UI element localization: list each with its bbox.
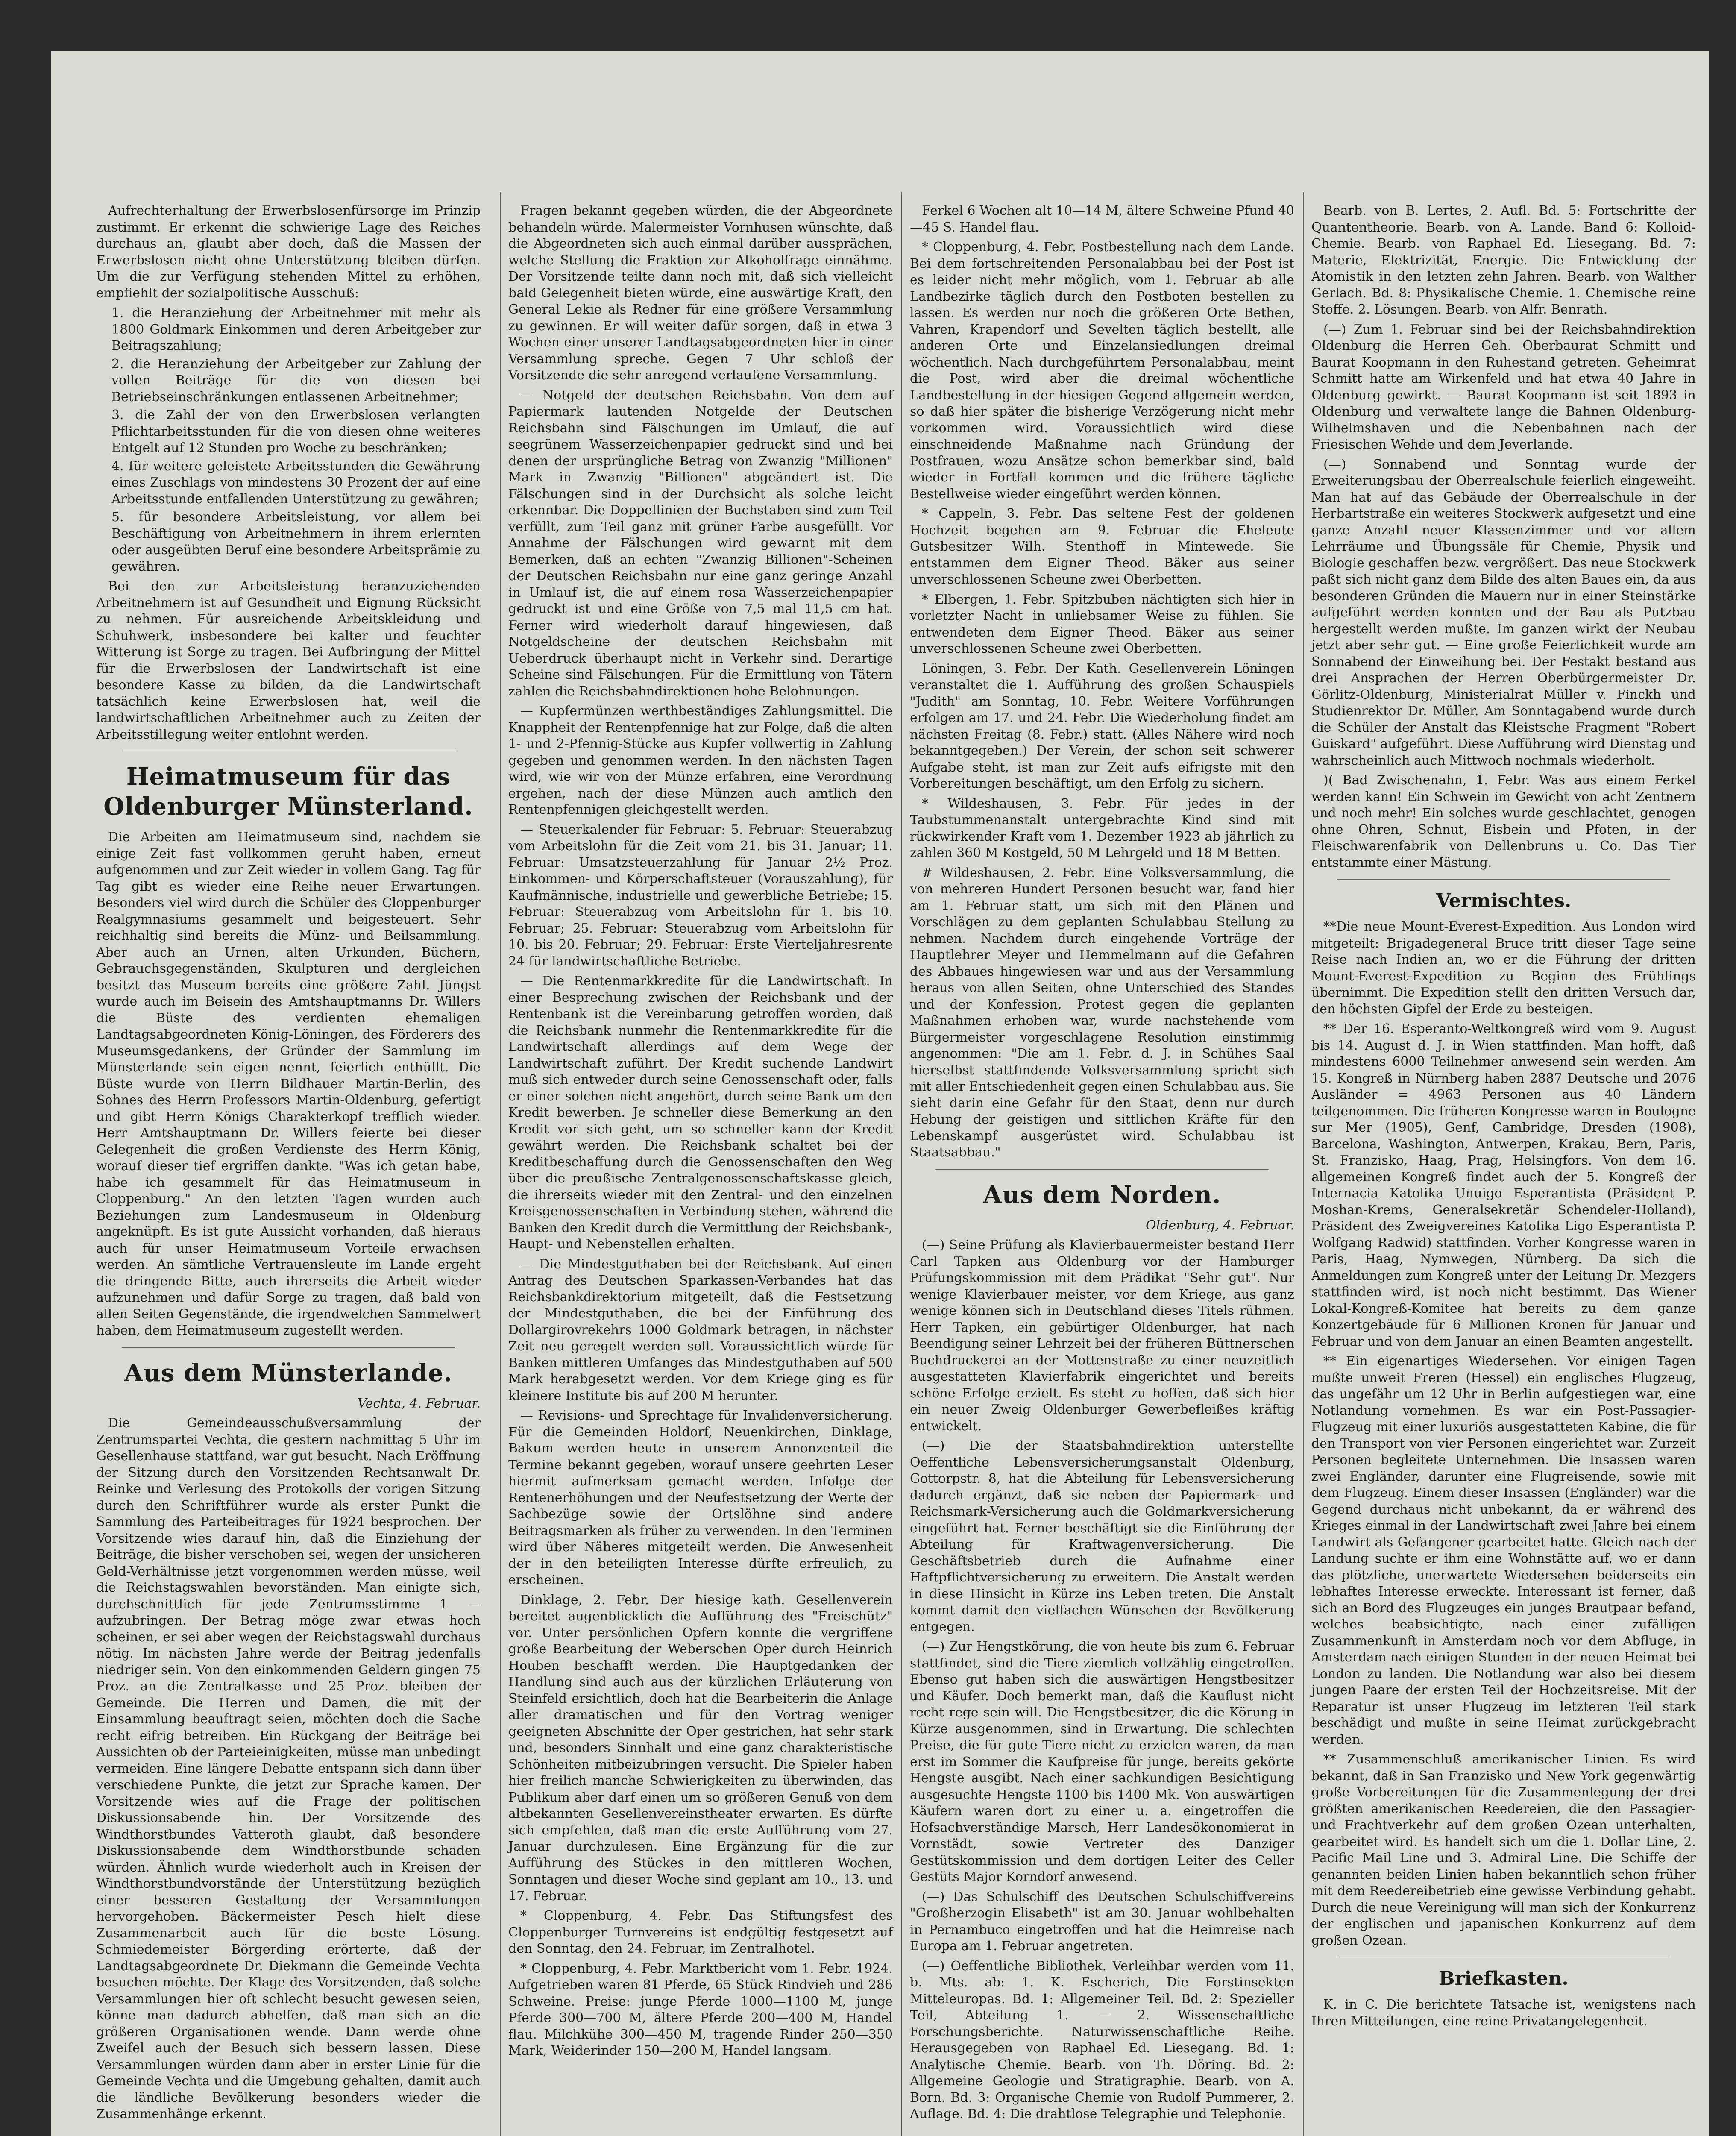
paragraph: K. in C. Die berichtete Tatsache ist, wenigstens nach Ihren Mitteilungen, eine reine Privatangelegenheit.	[1311, 1997, 1696, 2029]
paragraph: * Cloppenburg, 4. Febr. Postbestellung nach dem Lande. Bei dem fortschreitenden Personalabbau bei der Post ist es leider nicht mehr möglich, vom 1. Februar ab alle Landbezirke täglich durch den Postboten bestellen zu lassen. Es werden nur noch die größeren Orte Bethen, Vahren, Krapendorf und Sevelten täglich bestellt, alle anderen Orte und Einzelansiedlungen dreimal wöchentlich. Nach durchgeführtem Personalabbau, meint die Post, wird aber die dreimal wöchentliche Landbestellung in der hiesigen Gegend allgemein werden, so daß hier später die bisherige Verzögerung nicht mehr vorkommen wird. Voraussichtlich wird diese einschneidende Maßnahme nach Gründung der Postfrauen, wozu Ansätze schon bemerkbar sind, bald wieder in Fortfall kommen und die frühere tägliche Bestellweise wieder eingeführt werden können.	[910, 240, 1294, 502]
divider	[122, 1347, 455, 1348]
paragraph: — Steuerkalender für Februar: 5. Februar: Steuerabzug vom Arbeitslohn für die Zeit vom 21. bis 31. Januar; 11. Februar: Umsatzsteuerzahlung für Januar 2½ Proz. Einkommen- und Körperschaftsteuer (Vorauszahlung), für Kaufmännische, industrielle und gewerbliche Betriebe; 15. Februar: Steuerabzug vom Arbeitslohn für 1. bis 10. Februar; 25. Februar: Steuerabzug vom Arbeitslohn für 10. bis 20. Februar; 29. Februar: Erste Vierteljahresrente 24 für landwirtschaftliche Betriebe.	[508, 822, 893, 969]
article-heading: Heimatmuseum für das Oldenburger Münsterland.	[103, 763, 473, 821]
paragraph: **Die neue Mount-Everest-Expedition. Aus London wird mitgeteilt: Brigadegeneral Bruce tritt dieser Tage seine Reise nach Indien an, wo er die Führung der dritten Mount-Everest-Expedition zu Beginn des Frühlings übernimmt. Die Expedition stellt den dritten Versuch dar, den höchsten Gipfel der Erde zu besteigen.	[1311, 919, 1696, 1017]
section-heading: Vermischtes.	[1436, 890, 1572, 912]
section-heading: Aus dem Münsterlande.	[124, 1358, 453, 1387]
paragraph: Ferkel 6 Wochen alt 10—14 M, ältere Schweine Pfund 40—45 S. Handel flau.	[910, 203, 1294, 235]
list-item: 5. für besondere Arbeitsleistung, vor allem bei Beschäftigung von Arbeitnehmern in ihrem erlernten oder ausgeübten Beruf eine besondere Arbeitsprämie zu gewähren.	[111, 510, 481, 574]
divider	[1337, 879, 1670, 880]
paragraph: (—) Sonnabend und Sonntag wurde der Erweiterungsbau der Oberrealschule feierlich eingeweiht. Man hat auf das Gebäude der Oberrealschule in der Herbartstraße ein weiteres Stockwerk aufgesetzt und eine ganze Anzahl neuer Klassenzimmer und vor allem Lehrräume und Übungssäle für Chemie, Physik und Biologie geschaffen bezw. vergrößert. Das neue Stockwerk paßt sich nicht ganz dem Bilde des alten Baues ein, da aus besonderen Gründen die Mauern nur in einer Steinstärke aufgeführt werden konnten und der Bau als Putzbau hergestellt werden mußte. Im ganzen wirkt der Neubau jetzt aber sehr gut. — Eine große Feierlichkeit wurde am Sonnabend der Einweihung bei. Der Festakt bestand aus drei Ansprachen der Herren Oberbürgermeister Dr. Görlitz-Oldenburg, Ministerialrat Müller v. Finckh und Studienrektor Dr. Müller. Am Sonntagabend wurde durch die Schüler der Anstalt das Kleistsche Fragment "Robert Guiskard" aufgeführt. Diese Aufführung wird Dienstag und wahrscheinlich auch Mittwoch nochmals wiederholt.	[1311, 457, 1696, 768]
paragraph: Die Gemeindeausschußversammlung der Zentrumspartei Vechta, die gestern nachmittag 5 Uhr im Gesellenhause stattfand, war gut besucht. Nach Eröffnung der Sitzung durch den Vorsitzenden Rechtsanwalt Dr. Reinke und Verlesung des Protokolls der vorigen Sitzung durch den Schriftführer wurde als erster Punkt die Sammlung des Parteibeitrages für 1924 besprochen. Der Vorsitzende wies darauf hin, daß die Einziehung der Beiträge, die bisher verschoben sei, wegen der unsicheren Geld-Verhältnisse jetzt vorgenommen werden müsse, weil die Reichstagswahlen bevorständen. Man einigte sich, durchschnittlich für jede Zentrumsstimme 1 — aufzubringen. Der Betrag möge zwar etwas hoch scheinen, er sei aber wegen der Reichstagswahl durchaus nötig. Im nächsten Jahre werde der Beitrag jedenfalls niedriger sein. Von den einkommenden Geldern gingen 75 Proz. an die Zentralkasse und 25 Proz. bleiben der Gemeinde. Die Herren und Damen, die mit der Einsammlung beauftragt seien, möchten doch die Sache recht eifrig betreiben. Ein Rückgang der Beiträge bei Aussichten ob der Parteieinigkeiten, müsse man unbedingt vermeiden. Eine längere Debatte entspann sich dann über verschiedene Punkte, die jetzt zur Sprache kamen. Der Vorsitzende wies auf die Frage der politischen Diskussionsabende hin. Der Vorsitzende des Windthorstbundes Vatteroth glaubt, daß besondere Diskussionsabende dem Windthorstbunde schaden würden. Ähnlich wurde wiederholt auch in Kreisen der Windthorstbundvorstände der Unterstützung bezüglich einer besseren Gestaltung der Versammlungen hervorgehoben. Bäckermeister Pesch hielt diese Zusammenarbeit auch für die beste Lösung. Schmiedemeister Börgerding erörterte, daß der Landtagsabgeordnete Dr. Diekmann die Gemeinde Vechta besuchen möchte. Der Klage des Vorsitzenden, daß solche Versammlungen hier oft schlecht besucht gewesen seien, könne man dadurch abhelfen, daß man sich an die größeren Organisationen wende. Dann werde ohne Zweifel auch der Besuch sich bessern lassen. Diese Versammlungen würden dann aber in erster Linie für die Gemeinde Vechta und die Umgebung gehalten, damit auch die ländliche Bevölkerung besonders wieder die Zusammenhänge erkennt.	[96, 1416, 481, 2121]
paragraph: (—) Seine Prüfung als Klavierbauermeister bestand Herr Carl Tapken aus Oldenburg vor der Hamburger Prüfungskommission mit dem Prädikat "Sehr gut". Nur wenige Klavierbauer meister, vor dem Kriege, aus ganz wenige können sich in Deutschland dieses Titels rühmen. Herr Tapken, ein gebürtiger Oldenburger, hat nach Beendigung seiner Lehrzeit bei der früheren Büttnerschen Buchdruckerei an der Mottenstraße zu einer neuzeitlich ausgestatteten Klavierfabrik eingerichtet und bereits schöne Erfolge erzielt. Es steht zu hoffen, daß sich hier ein neuer Zweig Oldenburger Gewerbefleißes kräftig entwickelt.	[910, 1238, 1294, 1434]
paragraph: Aufrechterhaltung der Erwerbslosenfürsorge im Prinzip zustimmt. Er erkennt die schwierige Lage des Reiches durchaus an, glaubt aber doch, daß die Massen der Erwerbslosen nicht ohne Unterstützung bleiben dürfen. Um die zur Verfügung stehenden Mittel zu erhöhen, empfiehlt der sozialpolitische Ausschuß:	[96, 203, 481, 301]
section-heading: Briefkasten.	[1439, 1968, 1569, 1989]
paragraph: (—) Zur Hengstkörung, die von heute bis zum 6. Februar stattfindet, sind die Tiere ziemlich vollzählig eingetroffen. Ebenso gut haben sich die auswärtigen Hengstbesitzer und Käufer. Doch bemerkt man, daß die Kauflust nicht recht rege sein will. Die Hengstbesitzer, die die Körung in Kürze ausgenommen, sind in Erwartung. Die schlechten Preise, die für gute Tiere nicht zu erzielen waren, da man erst im Sommer die Kaufpreise für junge, bereits gekörte Hengste ausgibt. Nach einer sachkundigen Besichtigung ausgesuchte Hengste 1100 bis 1400 Mk. Von auswärtigen Käufern waren dort zu einer u. a. eingetroffen die Hofsachverständige Marsch, Herr Landesökonomierat in Vornstädt, sowie Vertreter des Danziger Gestütskommission und dem dortigen Leiter des Celler Gestüts Major Korndorf anwesend.	[910, 1639, 1294, 1884]
paragraph: Bei den zur Arbeitsleistung heranzuziehenden Arbeitnehmern ist auf Gesundheit und Eignung Rücksicht zu nehmen. Für ausreichende Arbeitskleidung und Schuhwerk, insbesondere bei kalter und feuchter Witterung ist Sorge zu tragen. Bei Aufbringung der Mittel für die Erwerbslosen der Landwirtschaft ist eine besondere Kasse zu bilden, da die Landwirtschaft tatsächlich keine Erwerbslosen hat, weil die landwirtschaftlichen Arbeitnehmer auch zu Zeiten der Arbeitsstillegung weiter entlohnt werden.	[96, 579, 481, 742]
paragraph: )( Bad Zwischenahn, 1. Febr. Was aus einem Ferkel werden kann! Ein Schwein im Gewicht von acht Zentnern und noch mehr! Ein solches wurde geschlachtet, genogen ohne Ohren, Schnut, Eisbein und Pfoten, in der Fleischwarenfabrik von Dellenbruns u. Co. Das Tier entstammte einer Mästung.	[1311, 773, 1696, 870]
paragraph: — Kupfermünzen werthbeständiges Zahlungsmittel. Die Knappheit der Rentenpfennige hat zur Folge, daß die alten 1- und 2-Pfennig-Stücke aus Kupfer vollwertig in Zahlung gegeben und genommen werden. In den nächsten Tagen wird, wie wir von der Münze erfahren, eine Verordnung ergehen, nach der diese Münzen auch amtlich den Rentenpfennigen gleichgestellt werden.	[508, 704, 893, 817]
paragraph: ** Ein eigenartiges Wiedersehen. Vor einigen Tagen mußte unweit Freren (Hessel) ein englisches Flugzeug, das ungefähr um 12 Uhr in Berlin aufgestiegen war, eine Notlandung vornehmen. Es war ein Post-Passagier-Flugzeug mit einer luxuriös ausgestatteten Kabine, die für den Transport von vier Personen eingerichtet war. Zurzeit Personen begleitete Unternehmen. Die Insassen waren zwei Engländer, darunter eine Flugreisende, sowie mit dem Flugzeug. Einem dieser Insassen (Engländer) war die Gegend durchaus nicht unbekannt, da er während des Krieges einmal in der Landwirtschaft zwei Jahre bei einem Landwirt als Gefangener gearbeitet hatte. Gleich nach der Landung suchte er ihm eine Wohnstätte auf, wo er dann das plötzliche, unerwartete Wiedersehen beiderseits ein lebhaftes Interesse erweckte. Interessant ist ferner, daß sich an Bord des Flugzeuges ein junges Brautpaar befand, welches beabsichtigte, nach einer zufälligen Zusammenkunft in Amsterdam noch vor dem Abfluge, in Amsterdam nach einigen Stunden in der neuen Heimat bei London zu landen. Die Notlandung war also bei diesem jungen Paare der ersten Teil der Hochzeitsreise. Mit der Reparatur ist unser Flugzeug im letzteren Teil stark beschädigt und mußte in seine Heimat zurückgebracht werden.	[1311, 1354, 1696, 1747]
column-rule	[1303, 192, 1304, 2136]
paragraph: (—) Oeffentliche Bibliothek. Verleihbar werden vom 11. b. Mts. ab: 1. K. Escherich, Die Forstinsekten Mitteleuropas. Bd. 1: Allgemeiner Teil. Bd. 2: Spezieller Teil, Abteilung 1. — 2. Wissenschaftliche Forschungsberichte. Naturwissenschaftliche Reihe. Herausgegeben von Raphael Ed. Liesegang. Bd. 1: Analytische Chemie. Bearb. von Th. Döring. Bd. 2: Allgemeine Geologie und Stratigraphie. Bearb. von A. Born. Bd. 3: Organische Chemie von Rudolf Pummerer, 2. Auflage. Bd. 4: Die drahtlose Telegraphie und Telephonie.	[910, 1958, 1294, 2121]
divider	[935, 1169, 1269, 1170]
paragraph: * Cloppenburg, 4. Febr. Das Stiftungsfest des Cloppenburger Turnvereins ist endgültig festgesetzt auf den Sonntag, den 24. Februar, im Zentralhotel.	[508, 1908, 893, 1956]
paragraph: Dinklage, 2. Febr. Der hiesige kath. Gesellenverein bereitet augenblicklich die Aufführung des "Freischütz" vor. Unter persönlichen Opfern konnte die vergriffene große Bearbeitung der Weberschen Oper durch Heinrich Houben beschafft werden. Die Hauptgedanken der Handlung sind auch aus der kürzlichen Erläuterung von Steinfeld ersichtlich, doch hat die Bearbeiterin die Anlage aller dramatischen und für den Vortrag weniger geeigneten Abschnitte der Oper gestrichen, hat sehr stark und, besonders Sinnhalt und eine ganz charakteristische Schönheiten mitbeizubringen versucht. Die Spieler haben hier freilich manche Schwierigkeiten zu überwinden, das Publikum aber darf einen um so größeren Genuß von dem altbekannten Gesellenvereinstheater erwarten. Es dürfte sich empfehlen, daß man die erste Aufführung vom 27. Januar durchzulesen. Eine Ergänzung für die zur Aufführung des Stückes in den mittleren Wochen, Sonntagen und dieser Woche sind geplant am 10., 13. und 17. Februar.	[508, 1592, 893, 1904]
paragraph: * Cappeln, 3. Febr. Das seltene Fest der goldenen Hochzeit begehen am 9. Februar die Eheleute Gutsbesitzer Wilh. Stenthoff in Mintewede. Sie entstammen dem Eigner Theod. Bäker aus seiner unverschlossenen Scheune zwei Oberbetten.	[910, 506, 1294, 587]
column-4	[1311, 203, 1696, 2033]
section-heading: Aus dem Norden.	[983, 1180, 1221, 1209]
paragraph: — Revisions- und Sprechtage für Invalidenversicherung. Für die Gemeinden Holdorf, Neuenkirchen, Dinklage, Bakum werden heute in unserem Annonzenteil die Termine bekannt gegeben, worauf unsere geehrten Leser hiermit aufmerksam gemacht werden. Infolge der Rentenerhöhungen und der Neufestsetzung der Werte der Sachbezüge sowie der Ortslöhne sind andere Beitragsmarken als früher zu verwenden. In den Terminen wird über Näheres mitgeteilt werden. Die Anwesenheit der in den beteiligten Interesse dürfte erfreulich, zu erscheinen.	[508, 1408, 893, 1587]
recommendation-list	[96, 305, 481, 575]
paragraph: Löningen, 3. Febr. Der Kath. Gesellenverein Löningen veranstaltet die 1. Aufführung des großen Schauspiels "Judith" am Sonntag, 10. Febr. Weitere Vorführungen erfolgen am 17. und 24. Febr. Die Wiederholung findet am nächsten Freitag (8. Febr.) statt. (Alles Nähere wird noch bekanntgegeben.) Der Verein, der schon seit schwerer Aufgabe steht, ist man zur Zeit aufs eifrigste mit den Vorbereitungen beschäftigt, um den Erfolg zu sichern.	[910, 661, 1294, 791]
list-item: 1. die Heranziehung der Arbeitnehmer mit mehr als 1800 Goldmark Einkommen und deren Arbeitgeber zur Beitragszahlung;	[111, 305, 481, 353]
column-3	[910, 203, 1294, 2126]
paragraph: * Wildeshausen, 3. Febr. Für jedes in der Taubstummenanstalt untergebrachte Kind sind mit rückwirkender Kraft vom 1. Dezember 1923 ab jährlich zu zahlen 360 M Kostgeld, 50 M Lehrgeld und 18 M Betten.	[910, 796, 1294, 860]
dateline: Vechta, 4. Februar.	[357, 1396, 481, 1411]
column-rule	[901, 192, 902, 2136]
paragraph: (—) Die der Staatsbahndirektion unterstellte Oeffentliche Lebensversicherungsanstalt Oldenburg, Gottorpstr. 8, hat die Abteilung für Lebensversicherung dadurch ergänzt, daß sie neben der Papiermark- und Reichsmark-Versicherung auch die Goldmarkversicherung eingeführt hat. Ferner beschäftigt sie die Einführung der Abteilung für Kraftwagenversicherung. Die Geschäftsbetrieb durch die Aufnahme einer Haftpflichtversicherung zu erweitern. Die Anstalt werden in diese Hinsicht in Kürze ins Leben treten. Die Anstalt kommt damit den vielfachen Wünschen der Bevölkerung entgegen.	[910, 1438, 1294, 1634]
list-item: 2. die Heranziehung der Arbeitgeber zur Zahlung der vollen Beiträge für die von diesen bei Betriebseinschränkungen entlassenen Arbeitnehmer;	[111, 356, 481, 405]
paragraph: Fragen bekannt gegeben würden, die der Abgeordnete behandeln würde. Malermeister Vornhusen wünschte, daß die Abgeordneten sich auch einmal darüber aussprächen, welche Stellung die Fraktion zur Alkoholfrage einnähme. Der Vorsitzende teilte dann noch mit, daß sich vielleicht bald Gelegenheit bieten würde, eine auswärtige Kraft, den General Lekie als Redner für eine größere Versammlung zu gewinnen. Er will weiter dafür sorgen, daß in etwa 3 Wochen einer unserer Landtagsabgeordneten hier in einer Versammlung spreche. Gegen 7 Uhr schloß der Vorsitzende die sehr anregend verlaufene Versammlung.	[508, 203, 893, 383]
paragraph: — Die Mindestguthaben bei der Reichsbank. Auf einen Antrag des Deutschen Sparkassen-Verbandes hat das Reichsbankdirektorium mitgeteilt, daß die Festsetzung der Mindestguthaben, die bei der Einführung des Dollargirovrekehrs 1000 Goldmark betragen, in nächster Zeit neu geregelt werden soll. Voraussichtlich würde für Banken mittleren Umfanges das Mindestguthaben auf 500 Mark herabgesetzt werden. Vor dem Kriege ging es für kleinere Institute bis auf 200 M herunter.	[508, 1256, 893, 1403]
paragraph: — Notgeld der deutschen Reichsbahn. Von dem auf Papiermark lautenden Notgelde der Deutschen Reichsbahn sind Fälschungen im Umlauf, die auf seegrünem Wasserzeichenpapier gedruckt sind und bei denen der ursprüngliche Betrag von Zwanzig "Millionen" Mark in Zwanzig "Billionen" abgeändert ist. Die Fälschungen sind in der Durchsicht als solche leicht erkennbar. Die Doppellinien der Buchstaben sind zum Teil verfüllt, zum Teil ganz mit grüner Farbe ausgefüllt. Vor Annahme der Fälschungen wird gewarnt mit dem Bemerken, daß an echten "Zwanzig Billionen"-Scheinen der Deutschen Reichsbahn nur eine ganz geringe Anzahl in Umlauf ist, die auf einem rosa Wasserzeichenpapier gedruckt ist und eine Größe von 7,5 mal 11,5 cm hat. Ferner wird wiederholt darauf hingewiesen, daß Notgeldscheine der deutschen Reichsbahn mit Ueberdruck überhaupt nicht in Verkehr sind. Derartige Scheine sind Fälschungen. Für die Ermittlung von Tätern zahlen die Reichsbahndirektionen hohe Belohnungen.	[508, 387, 893, 699]
newspaper-page	[51, 51, 1709, 2136]
paragraph: (—) Das Schulschiff des Deutschen Schulschiffvereins "Großherzogin Elisabeth" ist am 30. Januar wohlbehalten in Pernambuco eingetroffen und hat die Heimreise nach Europa am 1. Februar angetreten.	[910, 1889, 1294, 1954]
paragraph: * Cloppenburg, 4. Febr. Marktbericht vom 1. Febr. 1924. Aufgetrieben waren 81 Pferde, 65 Stück Rindvieh und 286 Schweine. Preise: junge Pferde 1000—1100 M, junge Pferde 300—700 M, ältere Pferde 200—400 M, Handel flau. Milchkühe 300—450 M, tragende Rinder 250—350 Mark, Weiderinder 150—200 M, Handel langsam.	[508, 1961, 893, 2058]
paragraph: — Die Rentenmarkkredite für die Landwirtschaft. In einer Besprechung zwischen der Reichsbank und der Rentenbank ist die Vereinbarung getroffen worden, daß die Reichsbank nunmehr die Rentenmarkkredite für die Landwirtschaft allerdings auf dem Wege der Landwirtschaft zuführt. Der Kredit suchende Landwirt muß sich entweder durch seine Genossenschaft oder, falls er einer solchen nicht angehört, durch seine Bank um den Kredit bewerben. Je schneller diese Bemerkung an den Kredit vor sich geht, um so schneller kann der Kredit gewährt werden. Die Reichsbank schaltet bei der Kreditbeschaffung durch die Genossenschaften den Weg über die preußische Zentralgenossenschaftskasse gleich, die ihrerseits wieder mit den Zentral- und den einzelnen Kreisgenossenschaften in Verbindung stehen, während die Banken den Kredit durch die Vermittlung der Reichsbank-, Haupt- und Nebenstellen erhalten.	[508, 974, 893, 1252]
column-1	[96, 203, 481, 2126]
paragraph: ** Zusammenschluß amerikanischer Linien. Es wird bekannt, daß in San Franzisko und New York gegenwärtig große Vorbereitungen für die Zusammenlegung der drei größten amerikanischen Reedereien, die den Passagier- und Frachtverkehr auf dem großen Ozean unterhalten, gearbeitet wird. Es handelt sich um die 1. Dollar Line, 2. Pacific Mail Line und 3. Admiral Line. Die Schiffe der genannten beiden Linien haben bekanntlich schon früher mit dem Reedereibetrieb eine gewisse Verbindung gehabt. Durch die neue Vereinigung will man sich der Konkurrenz der englischen und japanischen Konkurrenz auf dem großen Ozean.	[1311, 1752, 1696, 1948]
list-item: 4. für weitere geleistete Arbeitsstunden die Gewährung eines Zuschlags von mindestens 30 Prozent der auf eine Arbeitsstunde entfallenden Unterstützung zu gewähren;	[111, 458, 481, 507]
paragraph: Bearb. von B. Lertes, 2. Aufl. Bd. 5: Fortschritte der Quantentheorie. Bearb. von A. Lande. Band 6: Kolloid-Chemie. Bearb. von Raphael Ed. Liesegang. Bd. 7: Materie, Elektrizität, Energie. Die Entwicklung der Atomistik in den letzten zehn Jahren. Bearb. von Walther Gerlach. Bd. 8: Physikalische Chemie. 1. Chemische reine Stoffe. 2. Lösungen. Bearb. von Alfr. Benrath.	[1311, 203, 1696, 317]
list-item: 3. die Zahl der von den Erwerbslosen verlangten Pflichtarbeitsstunden für die von diesen ohne weiteres Entgelt auf 12 Stunden pro Woche zu beschränken;	[111, 408, 481, 455]
paragraph: ** Der 16. Esperanto-Weltkongreß wird vom 9. August bis 14. August d. J. in Wien stattfinden. Man hofft, daß mindestens 6000 Teilnehmer anwesend sein werden. Am 15. Kongreß in Nürnberg haben 2887 Deutsche und 2076 Ausländer = 4963 Personen aus 40 Ländern teilgenommen. Die früheren Kongresse waren in Boulogne sur Mer (1905), Genf, Cambridge, Dresden (1908), Barcelona, Washington, Antwerpen, Krakau, Bern, Paris, St. Franzisko, Haag, Prag, Helsingfors. Von dem 16. allgemeinen Kongreß findet auch der 5. Kongreß der Internacia Katolika Unuigo Esperantista (Präsident P. Moshan-Krems, Generalsekretär Schendeler-Holland), Präsident des Zweigvereines Katolika Ligo Esperantista P. Wolfgang Radwid) stattfinden. Vorher Kongresse waren in Paris, Haag, Nymwegen, Nürnberg. Da sich die Anmeldungen zum Kongreß unter der Leitung Dr. Mezgers stattfinden wird, ist noch nicht bestimmt. Das Wiener Lokal-Kongreß-Komitee hat bereits zu dem ganze Konzertgebäude für 6 Millionen Kronen für Januar und Februar und von dem Januar an einen Beamten angestellt.	[1311, 1021, 1696, 1349]
column-rule	[500, 192, 501, 2136]
paragraph: # Wildeshausen, 2. Febr. Eine Volksversammlung, die von mehreren Hundert Personen besucht war, fand hier am 1. Februar statt, um sich mit den Plänen und Vorschlägen zu dem geplanten Schulabbau Stellung zu nehmen. Nachdem durch eingehende Vorträge der Hauptlehrer Meyer und Hemmelmann auf die Gefahren des Abbaues hingewiesen war und aus der Versammlung heraus von allen Seiten, ohne Unterschied des Standes und der Konfession, Protest gegen die geplanten Maßnahmen erhoben war, wurde nachstehende vom Bürgermeister vorgeschlagene Resolution einstimmig angenommen: "Die am 1. Febr. d. J. in Schühes Saal hierselbst stattfindende Volksversammlung spricht sich mit aller Entschiedenheit gegen einen Schulabbau aus. Sie sieht darin eine Gefahr für den Staat, denn nur durch Hebung der geistigen und sittlichen Kräfte für den Lebenskampf ausgerüstet wird. Schulabbau ist Staatsabbau."	[910, 865, 1294, 1160]
paragraph: * Elbergen, 1. Febr. Spitzbuben nächtigten sich hier in vorletzter Nacht in unliebsamer Weise zu fühlen. Sie entwendeten dem Eigner Theod. Bäker aus seiner unverschlossenen Scheune zwei Oberbetten.	[910, 592, 1294, 656]
column-2	[508, 203, 893, 2063]
paragraph: (—) Zum 1. Februar sind bei der Reichsbahndirektion Oldenburg die Herren Geh. Oberbaurat Schmitt und Baurat Koopmann in den Ruhestand getreten. Geheimrat Schmitt hatte am Wirkenfeld und hat etwa 40 Jahre in Oldenburg gewirkt. — Baurat Koopmann ist seit 1893 in Oldenburg und verwaltete lange die Bahnen Oldenburg-Wilhelmshaven und die Nebenbahnen nach der Friesischen Wehde und dem Jeverlande.	[1311, 322, 1696, 452]
dateline: Oldenburg, 4. Februar.	[1145, 1218, 1294, 1233]
paragraph: Die Arbeiten am Heimatmuseum sind, nachdem sie einige Zeit fast vollkommen geruht haben, erneut aufgenommen und zur Zeit wieder in vollem Gang. Tag für Tag gibt es wieder eine Reihe neuer Erwartungen. Besonders viel wird durch die Schüler des Cloppenburger Realgymnasiums gesammelt und beigesteuert. Sehr reichhaltig sind bereits die Münz- und Beilsammlung. Aber auch an Urnen, alten Urkunden, Büchern, Gebrauchsgegenständen, Skulpturen und dergleichen besitzt das Museum bereits eine größere Zahl. Jüngst wurde auch im Beisein des Amtshauptmanns Dr. Willers die Büste des verdienten ehemaligen Landtagsabgeordneten König-Löningen, des Förderers des Museumsgedankens, der Gründer der Sammlung im Münsterlande sein eigen nennt, feierlich enthüllt. Die Büste wurde von Herrn Bildhauer Martin-Berlin, des Sohnes des Herrn Professors Martin-Oldenburg, gefertigt und gibt Herrn Königs Charakterkopf trefflich wieder. Herr Amtshauptmann Dr. Willers feierte bei dieser Gelegenheit die großen Verdienste des Herrn König, worauf dieser tief ergriffen dankte. "Was ich getan habe, habe ich gesammelt für das Heimatmuseum in Cloppenburg." An den letzten Tagen wurden auch Beziehungen zum Landesmuseum in Oldenburg angeknüpft. Es ist gute Aussicht vorhanden, daß hieraus auch für unser Heimatmuseum Vorteile erwachsen werden. An sämtliche Vertrauensleute im Lande ergeht die dringende Bitte, auch ihrerseits die Arbeit wieder aufzunehmen und dafür Sorge zu tragen, daß bald von allen Seiten Gegenstände, die irgendwelchen Sammelwert haben, dem Heimatmuseum zugestellt werden.	[96, 830, 481, 1338]
